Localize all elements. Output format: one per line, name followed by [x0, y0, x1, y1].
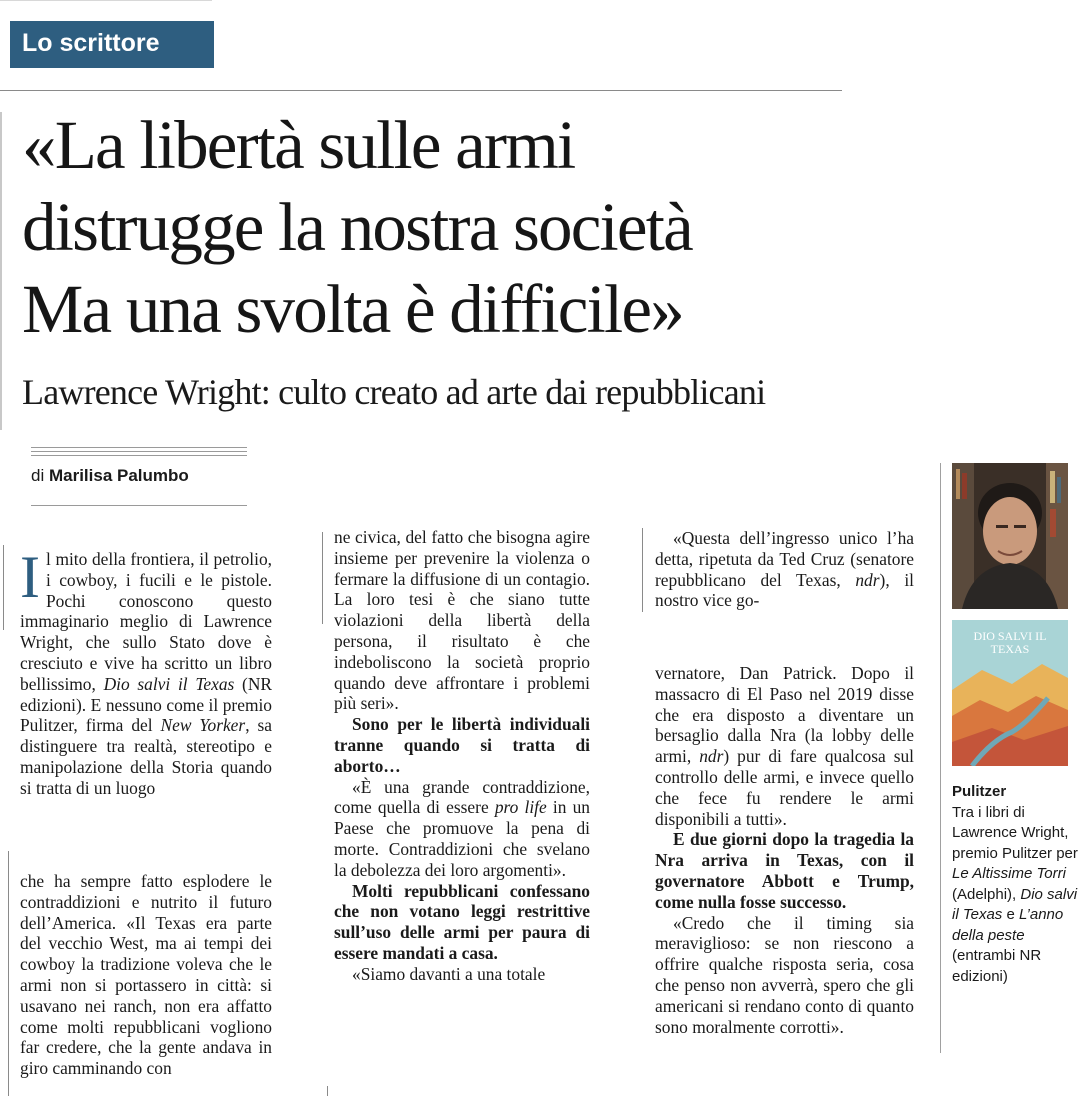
article-column-3-top: «Questa dell’ingresso unico l’ha detta, ripetuta da Ted Cruz (senatore repubblicano del Texas, ndr), il nostro vice go- [655, 528, 914, 611]
byline-rule-3 [31, 455, 247, 456]
byline [31, 466, 189, 486]
headline-line-1: «La libertà sulle armi [22, 107, 575, 183]
headline-line-2: distrugge la nostra società [22, 189, 692, 265]
sidebar-rule [940, 463, 941, 1053]
byline-prefix: di [31, 466, 45, 485]
section-label: Lo scrittore [10, 21, 214, 68]
headline-line-3: Ma una svolta è difficile» [22, 271, 683, 347]
book-cover-title-1: DIO SALVI IL [973, 629, 1047, 643]
header-rule [0, 90, 842, 91]
column-rule [327, 1086, 328, 1096]
caption-title: Pulitzer [952, 783, 1007, 800]
interview-question: Sono per le libertà individuali tranne quando si tratta di aborto… [334, 714, 590, 776]
byline-author: Marilisa Palumbo [48, 466, 189, 485]
author-photo [952, 463, 1068, 609]
article-column-3-bottom [655, 663, 914, 1096]
byline-bottom-rule [31, 505, 247, 506]
paragraph: «È una grande contraddizione, come quella di essere pro life in un Paese che promuove la pena di morte. Contraddizioni che svelano la debolezza dei loro argomenti». [334, 776, 590, 880]
article-column-1-bottom: che ha sempre fatto esplodere le contraddizioni e nutrito il futuro dell’America. «Il Texas era parte del vecchio West, ma ai tempi dei cowboy la tradizione voleva che le armi non si portassero in città: si usavano nei ranch, non era affatto come molti repubblicani vogliono far credere, che la gente andava in giro camminando con [20, 871, 272, 1079]
byline-rule-1 [31, 447, 247, 448]
dropcap: I [20, 549, 40, 610]
book-cover-title-2: TEXAS [990, 642, 1030, 656]
column-rule [322, 532, 323, 624]
book-cover-image [952, 620, 1068, 766]
subheadline: Lawrence Wright: culto creato ad arte dai repubblicani [22, 372, 766, 412]
paragraph: «Siamo davanti a una totale [352, 963, 546, 984]
paragraph: vernatore, Dan Patrick. Dopo il massacro di El Paso nel 2019 disse che era disposto a diventare un bersaglio dalla Nra (la lobby delle armi, ndr) pur di fare qualcosa sul controllo delle armi, e invece quello che fece fu rendere le armi disponibili a tutti». [655, 663, 914, 829]
paragraph: ne civica, del fatto che bisogna agire insieme per prevenire la violenza o fermare la diffusione di un contagio. La loro tesi è che siano tutte violazioni della libertà della persona, il risultato è che indeboliscono la società proprio quando deve affrontare i problemi più seri». [334, 527, 590, 714]
book-cover [952, 620, 1068, 766]
column-rule [8, 851, 9, 1096]
column-rule [3, 545, 4, 630]
article-column-1-top: Il mito della frontiera, il petrolio, i cowboy, i fucili e le pistole. Pochi conoscono questo immaginario meglio di Lawrence Wright, che sullo Stato dove è cresciuto e vive ha scritto un libro bellissimo, Dio salvi il Texas (NR edizioni). E nessuno come il premio Pulitzer, firma del New Yorker, sa distinguere tra realtà, stereotipo e manipolazione della Storia quando si tratta di un luogo [20, 549, 272, 798]
left-margin-line [0, 112, 2, 430]
byline-rule-2 [31, 451, 247, 452]
headline [22, 104, 852, 350]
interview-question: E due giorni dopo la tragedia la Nra arriva in Texas, con il governatore Abbott e Trump, come nulla fosse successo. [655, 829, 914, 912]
book-title: Dio salvi il Texas [103, 673, 235, 694]
portrait-image [952, 463, 1068, 609]
magazine-name: New Yorker [160, 715, 246, 736]
top-hairline [0, 0, 212, 6]
article-column-2 [334, 527, 590, 1039]
column-rule [642, 528, 643, 612]
interview-question: Molti repubblicani confessano che non votano leggi restrittive sull’uso delle armi per paura di essere mandati a casa. [334, 880, 590, 963]
photo-caption: Pulitzer Tra i libri di Lawrence Wright, premio Pulitzer per Le Altissime Torri (Adelphi), Dio salvi il Texas e L’anno della peste (entrambi NR edizioni) [952, 782, 1082, 987]
paragraph: «Credo che il timing sia meraviglioso: se non riescono a offrire qualche risposta seria, cosa che penso non avverrà, spero che gli americani si rendano conto di quanto sono moralmente corrotti». [655, 912, 914, 1037]
